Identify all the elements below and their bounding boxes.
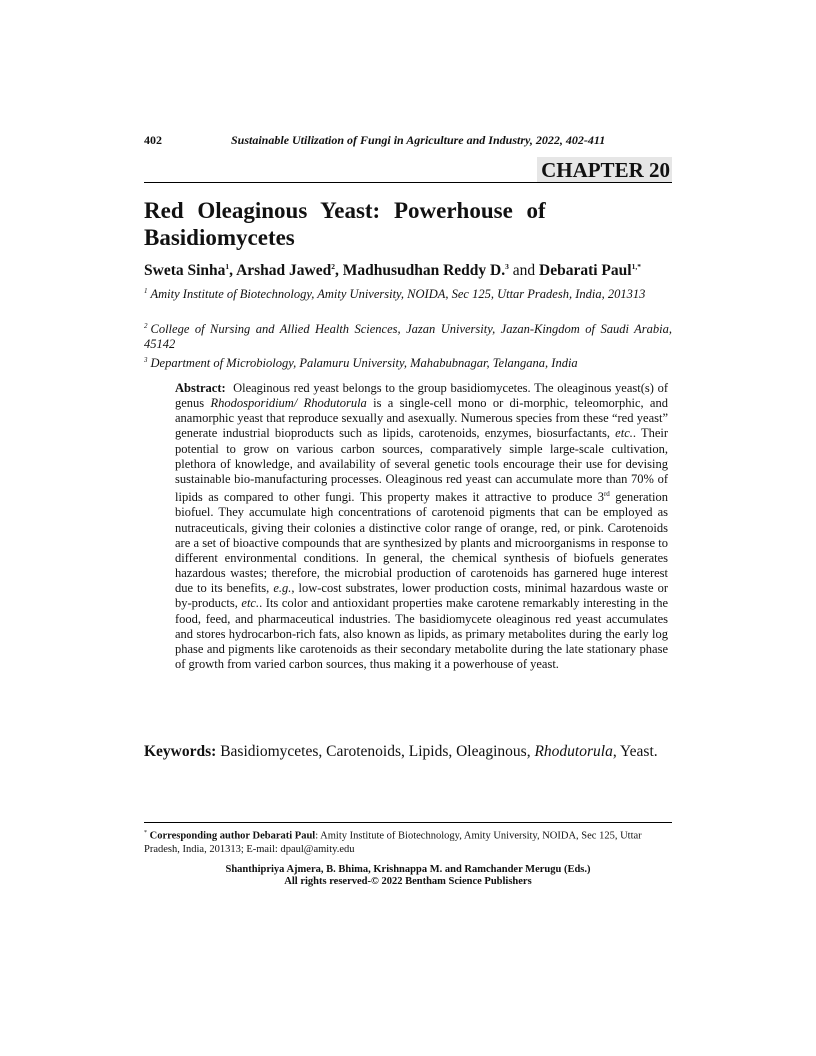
affiliation: $^3$ Department of Microbiology, Palamuru University, Mahabubnagar, Telangana, India [144,356,578,371]
footnote-rule [144,822,672,823]
abstract: Abstract: Oleaginous red yeast belongs to the group basidiomycetes. The oleaginous yeast(s) of genus Rhodosporidium/ Rhodutorula is a single-cell mono or di-morphic, teleomorphic, and anamorphic yeast that reproduce sexually and asexually. Numerous species from these “red yeast” generate industrial bioproducts such as lipids, carotenoids, enzymes, biosurfactants, etc.. Their potential to grow on various carbon sources, comparatively simple large-scale cultivation, plethora of knowledge, and availability of several genetic tools encourage their use for devising sustainable bio-manufacturing processes. Oleaginous red yeast can accumulate more than 70% of lipids as compared to other fungi. This property makes it attractive to produce 3rd generation biofuel. They accumulate high concentrations of carotenoid pigments that can be employed as nutraceuticals, giving their colonies a distinctive color range of orange, red, or pink. Carotenoids are a set of bioactive compounds that are synthesized by plants and microorganisms in response to different environmental conditions. In general, the chemical synthesis of biofuels generates hazardous wastes; therefore, the microbial production of carotenoids has garnered huge interest due to its benefits, e.g., low-cost substrates, lower production costs, minimal hazardous waste or by-products, etc.. Its color and antioxidant properties make carotene remarkably interesting in the food, feed, and pharmaceutical industries. The basidiomycete oleaginous red yeast accumulates and stores hydrocarbon-rich fats, also known as lipids, as primary metabolites during the early log phase and pigments like carotenoids as their secondary metabolite during the late stationary phase of growth from varied carbon sources, thus making it a powerhouse of yeast. [175,381,669,671]
author-name: Madhusudhan Reddy D. [342,262,506,280]
author-affil-mark: 1,* [631,262,641,271]
author-affil-mark: 3 [505,262,509,271]
author-name: Arshad Jawed [236,262,332,280]
running-head: Sustainable Utilization of Fungi in Agriculture and Industry, 2022, 402-411 [231,133,606,147]
chapter-label: CHAPTER 20 [537,157,672,183]
author-affil-mark: 1 [225,262,230,271]
author-and: and [508,262,540,280]
publisher-block [144,864,672,888]
rights-line: All rights reserved-© 2022 Bentham Science Publishers [284,876,532,887]
author-list: Sweta Sinha$^1$, Arshad Jawed$^2$, Madhusudhan Reddy D.$^3$ and Debarati Paul$^{1,*}$ [144,262,641,280]
chapter-rule [144,182,672,183]
author-name: Debarati Paul [539,262,632,280]
page-number: 402 [144,133,162,147]
keywords: Keywords: Basidiomycetes, Carotenoids, Lipids, Oleaginous, Rhodutorula, Yeast. [144,743,658,760]
paper-title: Red Oleaginous Yeast: Powerhouse of Basidiomycetes [144,198,546,250]
keywords-label: Keywords: [144,743,217,760]
abstract-label: Abstract: [175,381,226,395]
affiliation: $^2$ College of Nursing and Allied Health Sciences, Jazan University, Jazan-Kingdom of Saudi Arabia, 45142 [144,322,672,352]
author-affil-mark: 2 [331,262,335,271]
footnote: * Corresponding author Debarati Paul: Amity Institute of Biotechnology, Amity University, NOIDA, Sec 125, Uttar Pradesh, India, 201313; E-mail: dpaul@amity.edu [144,830,642,855]
author-name: Sweta Sinha [144,262,226,280]
editors-line: Shanthipriya Ajmera, B. Bhima, Krishnappa M. and Ramchander Merugu (Eds.) [225,864,591,875]
footnote-label: Corresponding author Debarati Paul [149,830,316,842]
affiliation: $^1$ Amity Institute of Biotechnology, Amity University, NOIDA, Sec 125, Uttar Pradesh, India, 201313 [144,287,646,302]
